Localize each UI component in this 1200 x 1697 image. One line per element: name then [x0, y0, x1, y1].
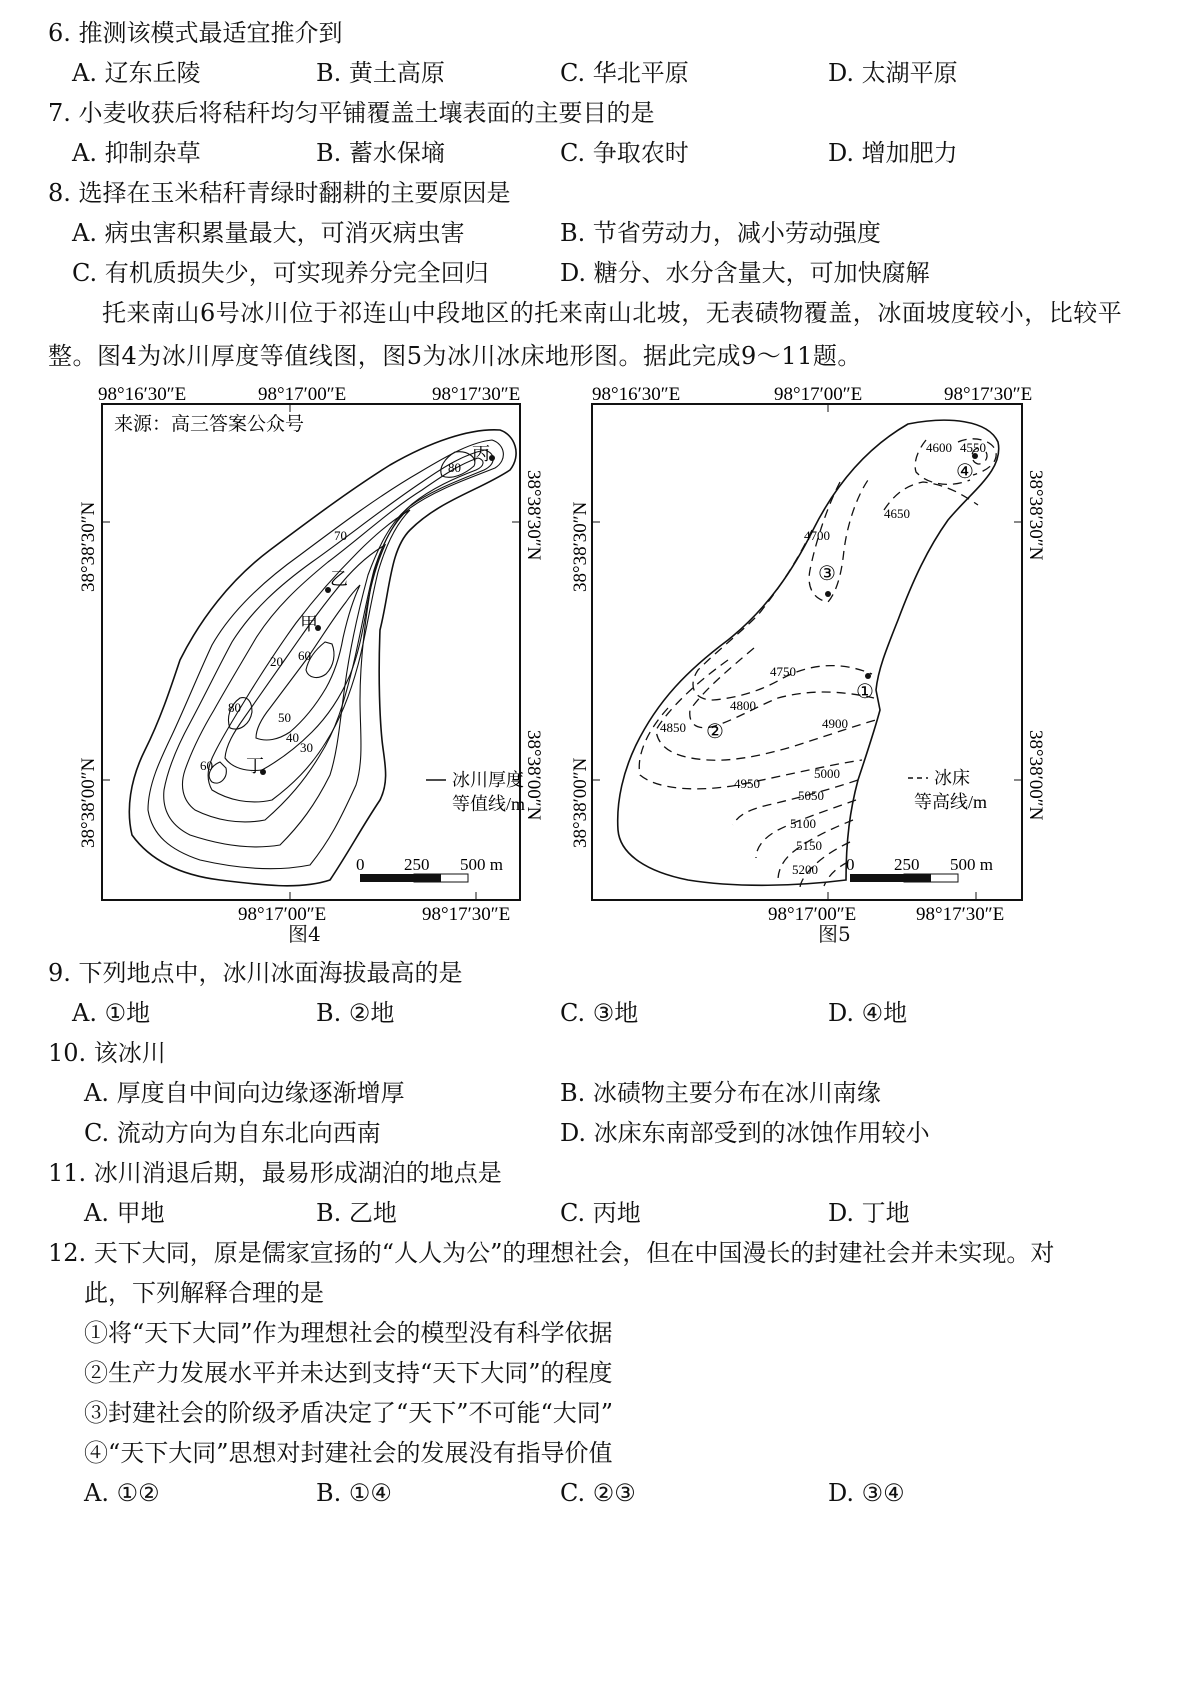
q10-option-d: D. 冰床东南部受到的冰蚀作用较小 — [560, 1119, 930, 1147]
legend-label: 冰床 — [934, 768, 970, 788]
point-ding-label: 丁 — [246, 756, 264, 776]
figure-5-glacier-bed-map — [570, 380, 1098, 946]
q11-stem: 11. 冰川消退后期，最易形成湖泊的地点是 — [48, 1159, 502, 1187]
q12-item-2: ②生产力发展水平并未达到支持“天下大同”的程度 — [84, 1359, 613, 1387]
lat-label: 38°38′00″N — [1025, 730, 1046, 821]
contour-label: 30 — [300, 740, 313, 755]
figure-4-glacier-thickness-map — [60, 380, 560, 946]
lat-label: 38°38′00″N — [570, 757, 591, 848]
contour-label: 60 — [200, 758, 213, 773]
contour-label: 4900 — [822, 716, 848, 731]
q12-option-a: A. ①② — [84, 1479, 160, 1507]
point-jia-label: 甲 — [300, 614, 318, 634]
q11-option-b: B. 乙地 — [316, 1199, 397, 1227]
q6-option-d: D. 太湖平原 — [828, 59, 958, 87]
point-4-label: ④ — [956, 461, 974, 483]
q9-stem: 9. 下列地点中，冰川冰面海拔最高的是 — [48, 959, 463, 987]
lon-label: 98°17′30″E — [422, 904, 511, 925]
legend-label: 等值线/m — [452, 794, 526, 814]
q7-option-a: A. 抑制杂草 — [72, 139, 201, 167]
figure-5-caption: 图5 — [818, 922, 851, 946]
q10-option-c: C. 流动方向为自东北向西南 — [84, 1119, 381, 1147]
scale-label: 500 m — [460, 855, 503, 874]
lon-label: 98°17′30″E — [432, 384, 521, 405]
contour-label: 40 — [286, 730, 299, 745]
q11-option-a: A. 甲地 — [84, 1199, 165, 1227]
scale-label: 250 — [404, 855, 430, 874]
contour-label: 60 — [298, 648, 311, 663]
lat-label: 38°38′30″N — [78, 501, 99, 592]
q8-option-c: C. 有机质损失少，可实现养分完全回归 — [72, 259, 489, 287]
contour-label: 5150 — [796, 838, 822, 853]
source-watermark: 来源：高三答案公众号 — [114, 414, 305, 435]
point-2-label: ② — [706, 721, 724, 743]
q10-stem: 10. 该冰川 — [48, 1039, 166, 1067]
lon-label: 98°17′00″E — [258, 384, 347, 405]
q7-stem: 7. 小麦收获后将秸秆均匀平铺覆盖土壤表面的主要目的是 — [48, 99, 655, 127]
q12-item-1: ①将“天下大同”作为理想社会的模型没有科学依据 — [84, 1319, 613, 1347]
q6-option-c: C. 华北平原 — [560, 59, 689, 87]
q9-option-c: C. ③地 — [560, 999, 639, 1027]
contour-label: 4550 — [960, 440, 986, 455]
contour-label: 4750 — [770, 664, 796, 679]
lat-label: 38°38′30″N — [570, 501, 591, 592]
q12-item-3: ③封建社会的阶级矛盾决定了“天下”不可能“大同” — [84, 1399, 614, 1427]
point-3-label: ③ — [818, 563, 836, 585]
scale-label: 0 — [356, 855, 365, 874]
lon-label: 98°16′30″E — [98, 384, 187, 405]
q9-option-d: D. ④地 — [828, 999, 908, 1027]
contour-label: 4700 — [804, 528, 830, 543]
legend-label: 等高线/m — [914, 792, 988, 812]
q12-item-4: ④“天下大同”思想对封建社会的发展没有指导价值 — [84, 1439, 613, 1467]
lon-label: 98°17′30″E — [916, 904, 1005, 925]
lon-label: 98°17′30″E — [944, 384, 1033, 405]
contour-label: 80 — [228, 700, 241, 715]
lat-label: 38°38′30″N — [523, 470, 544, 561]
q8-stem: 8. 选择在玉米秸秆青绿时翻耕的主要原因是 — [48, 179, 511, 207]
q9-option-b: B. ②地 — [316, 999, 395, 1027]
q10-option-a: A. 厚度自中间向边缘逐渐增厚 — [84, 1079, 405, 1107]
lon-label: 98°17′00″E — [238, 904, 327, 925]
contour-label: 4950 — [734, 776, 760, 791]
lat-label: 38°38′30″N — [1025, 470, 1046, 561]
q12-option-c: C. ②③ — [560, 1479, 636, 1507]
q6-option-b: B. 黄土高原 — [316, 59, 445, 87]
lon-label: 98°17′00″E — [768, 904, 857, 925]
contour-label: 5200 — [792, 862, 818, 877]
q11-option-c: C. 丙地 — [560, 1199, 641, 1227]
contour-label: 4650 — [884, 506, 910, 521]
figure-4-caption: 图4 — [288, 922, 321, 946]
scale-label: 500 m — [950, 855, 993, 874]
contour-label: 4800 — [730, 698, 756, 713]
q12-option-d: D. ③④ — [828, 1479, 905, 1507]
contour-label: 5000 — [814, 766, 840, 781]
lat-label: 38°38′00″N — [523, 730, 544, 821]
lat-label: 38°38′00″N — [78, 757, 99, 848]
q7-option-b: B. 蓄水保墒 — [316, 139, 445, 167]
contour-label: 70 — [334, 528, 347, 543]
point-1-label: ① — [856, 681, 874, 703]
q12-stem-continued: 此，下列解释合理的是 — [84, 1279, 324, 1307]
q12-option-b: B. ①④ — [316, 1479, 392, 1507]
lon-label: 98°17′00″E — [774, 384, 863, 405]
scale-label: 250 — [894, 855, 920, 874]
contour-label: 80 — [448, 460, 461, 475]
q8-option-a: A. 病虫害积累量最大，可消灭病虫害 — [72, 219, 465, 247]
lon-label: 98°16′30″E — [592, 384, 681, 405]
contour-label: 20 — [270, 654, 283, 669]
q10-option-b: B. 冰碛物主要分布在冰川南缘 — [560, 1079, 881, 1107]
contour-label: 4850 — [660, 720, 686, 735]
q6-stem: 6. 推测该模式最适宜推介到 — [48, 19, 343, 47]
q9-option-a: A. ①地 — [72, 999, 151, 1027]
point-yi-label: 乙 — [330, 569, 348, 589]
q7-option-d: D. 增加肥力 — [828, 139, 958, 167]
contour-label: 50 — [278, 710, 291, 725]
q8-option-b: B. 节省劳动力，减小劳动强度 — [560, 219, 881, 247]
point-bing-label: 丙 — [472, 444, 490, 464]
q12-stem: 12. 天下大同，原是儒家宣扬的“人人为公”的理想社会，但在中国漫长的封建社会并未实现。对 — [48, 1239, 1055, 1267]
q7-option-c: C. 争取农时 — [560, 139, 689, 167]
contour-label: 5050 — [798, 788, 824, 803]
reading-passage: 托来南山6号冰川位于祁连山中段地区的托来南山北坡，无表碛物覆盖，冰面坡度较小，比较平整。图4为冰川厚度等值线图，图5为冰川冰床地形图。据此完成9～11题。 — [48, 299, 1123, 370]
q6-option-a: A. 辽东丘陵 — [72, 59, 201, 87]
q8-option-d: D. 糖分、水分含量大，可加快腐解 — [560, 259, 930, 287]
legend-label: 冰川厚度 — [452, 770, 524, 790]
q11-option-d: D. 丁地 — [828, 1199, 910, 1227]
scale-label: 0 — [846, 855, 855, 874]
contour-label: 4600 — [926, 440, 952, 455]
contour-label: 5100 — [790, 816, 816, 831]
